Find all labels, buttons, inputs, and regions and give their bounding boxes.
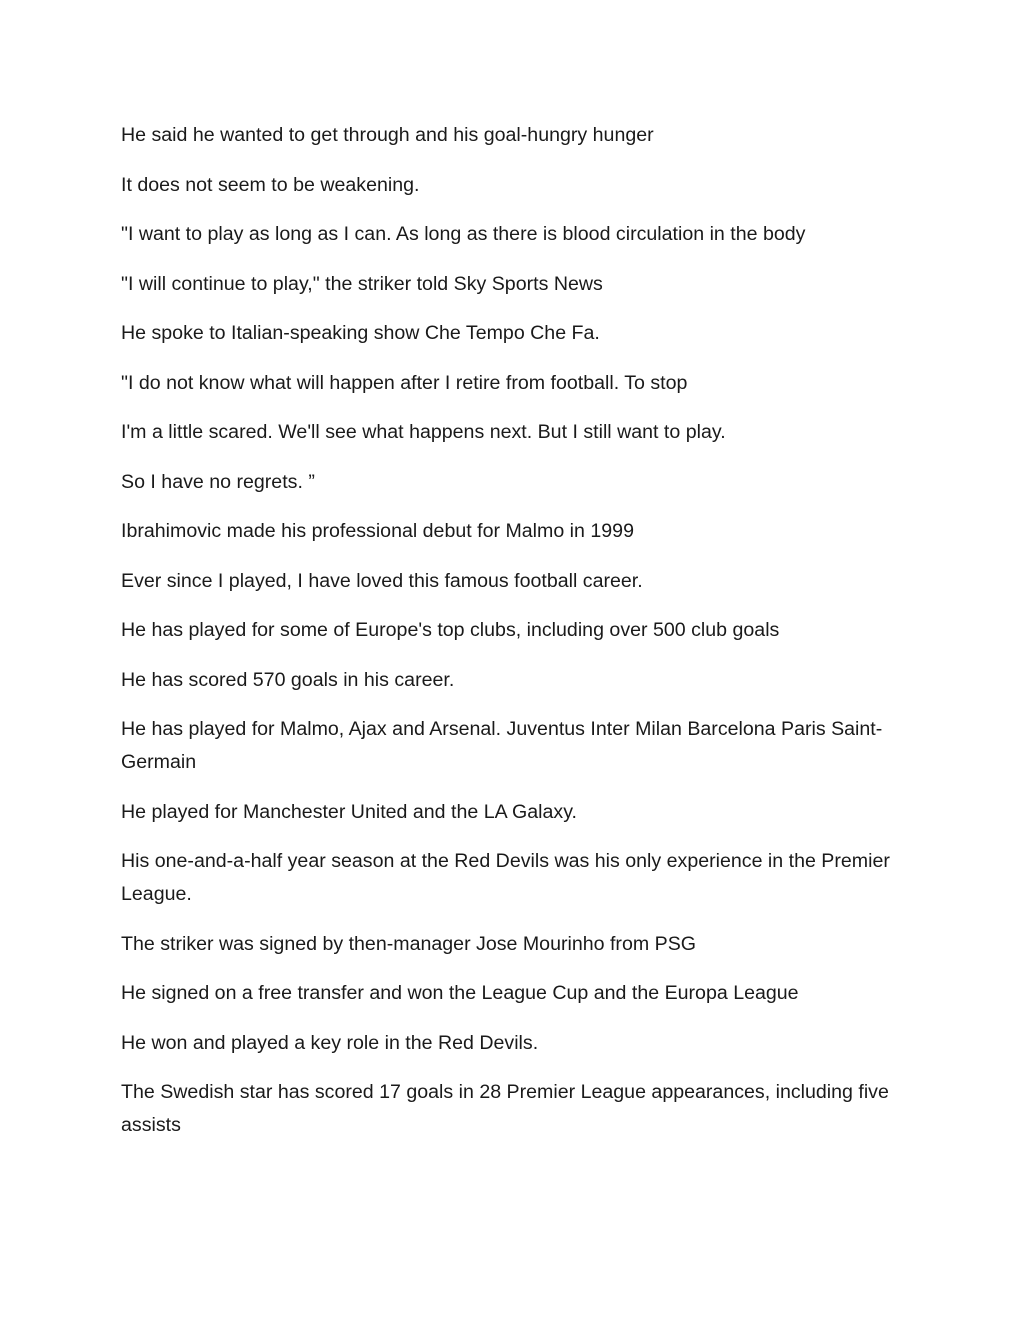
paragraph: The Swedish star has scored 17 goals in 28 Premier League appearances, including five assists bbox=[121, 1081, 889, 1136]
paragraph: He has scored 570 goals in his career. bbox=[121, 668, 455, 691]
paragraph: "I do not know what will happen after I retire from football. To stop bbox=[121, 371, 688, 394]
paragraph: He played for Manchester United and the LA Galaxy. bbox=[121, 800, 577, 823]
paragraph: It does not seem to be weakening. bbox=[121, 173, 420, 196]
paragraph: "I will continue to play," the striker told Sky Sports News bbox=[121, 272, 603, 295]
paragraph: He has played for Malmo, Ajax and Arsenal. Juventus Inter Milan Barcelona Paris Saint-Germain bbox=[121, 718, 883, 773]
paragraph: He won and played a key role in the Red Devils. bbox=[121, 1031, 539, 1054]
paragraph: His one-and-a-half year season at the Red Devils was his only experience in the Premier League. bbox=[121, 850, 890, 905]
paragraph: The striker was signed by then-manager Jose Mourinho from PSG bbox=[121, 932, 697, 955]
paragraph: I'm a little scared. We'll see what happens next. But I still want to play. bbox=[121, 421, 726, 443]
document-body bbox=[121, 119, 911, 1159]
paragraph: He has played for some of Europe's top clubs, including over 500 club goals bbox=[121, 619, 780, 641]
paragraph: He spoke to Italian-speaking show Che Tempo Che Fa. bbox=[121, 322, 600, 344]
paragraph: He said he wanted to get through and his goal-hungry hunger bbox=[121, 124, 654, 146]
paragraph: Ibrahimovic made his professional debut for Malmo in 1999 bbox=[121, 520, 634, 542]
paragraph: So I have no regrets. ” bbox=[121, 470, 315, 493]
paragraph: "I want to play as long as I can. As long as there is blood circulation in the body bbox=[121, 223, 806, 245]
paragraph: Ever since I played, I have loved this famous football career. bbox=[121, 569, 643, 592]
paragraph: He signed on a free transfer and won the League Cup and the Europa League bbox=[121, 982, 799, 1004]
